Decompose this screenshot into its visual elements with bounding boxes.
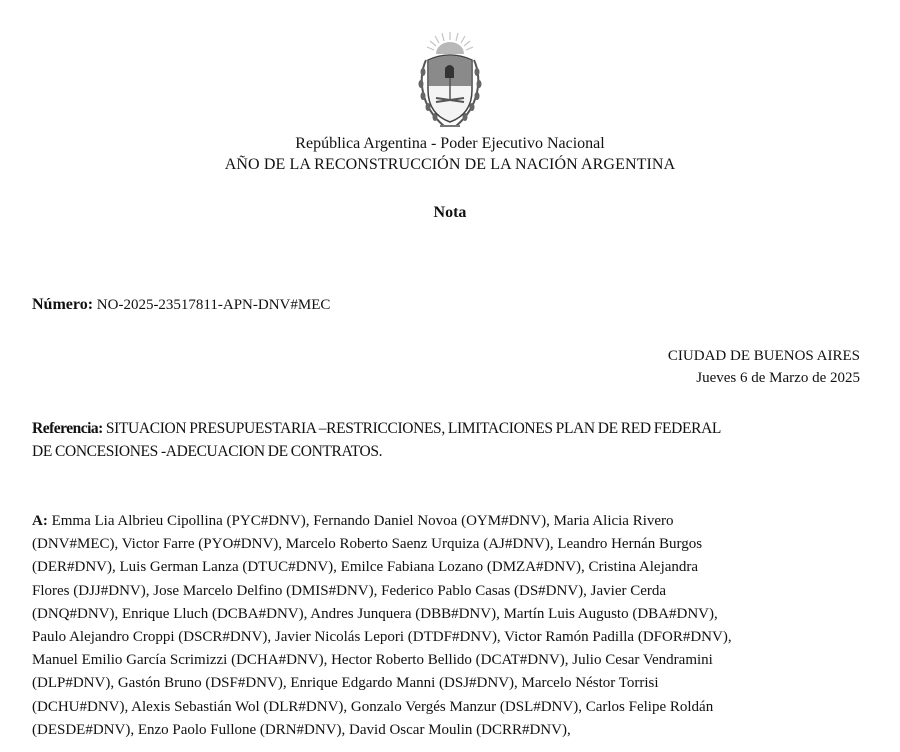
recipients-line: (DLP#DNV), Gastón Bruno (DSF#DNV), Enrique Edgardo Manni (DSJ#DNV), Marcelo Néstor Torrisi: [32, 675, 659, 692]
recipients-label: A:: [32, 513, 48, 529]
shield: [428, 55, 472, 122]
recipients-line: Manuel Emilio García Scrimizzi (DCHA#DNV), Hector Roberto Bellido (DCAT#DNV), Julio Cesar Vendramini: [32, 652, 713, 669]
reference-section: [32, 417, 872, 463]
reference-text: SITUACION PRESUPUESTARIA –RESTRICCIONES, LIMITACIONES PLAN DE RED FEDERAL: [105, 420, 722, 437]
document-type-title: Nota: [433, 204, 467, 221]
recipients-line: Paulo Alejandro Croppi (DSCR#DNV), Javier Nicolás Lepori (DTDF#DNV), Victor Ramón Padilla (DFOR#DNV),: [32, 629, 732, 646]
document-number-value: NO-2025-23517811-APN-DNV#MEC: [96, 297, 331, 313]
recipients-line: (DNV#MEC), Victor Farre (PYO#DNV), Marcelo Roberto Saenz Urquiza (AJ#DNV), Leandro Hernán Burgos: [32, 536, 703, 553]
reference-label: Referencia:: [32, 420, 103, 437]
recipients-line: (DESDE#DNV), Enzo Paolo Fullone (DRN#DNV), David Oscar Moulin (DCRR#DNV),: [32, 721, 571, 738]
reference-line: DE CONCESIONES -ADECUACION DE CONTRATOS.: [32, 443, 383, 460]
recipients-text: Emma Lia Albrieu Cipollina (PYC#DNV), Fernando Daniel Novoa (OYM#DNV), Maria Alicia Rivero: [51, 513, 674, 529]
reference-line: [32, 417, 872, 440]
header-republic: República Argentina - Poder Ejecutivo Nacional: [295, 135, 605, 152]
place: CIUDAD DE BUENOS AIRES: [667, 348, 860, 364]
recipients-line: [32, 510, 882, 533]
recipients-section: [32, 510, 882, 742]
date: Jueves 6 de Marzo de 2025: [696, 370, 860, 386]
document-number-label: Número:: [32, 296, 94, 313]
recipients-line: Flores (DJJ#DNV), Jose Marcelo Delfino (DMIS#DNV), Federico Pablo Casas (DS#DNV), Javier Cerda: [32, 582, 667, 599]
recipients-line: (DER#DNV), Luis German Lanza (DTUC#DNV), Emilce Fabiana Lozano (DMZA#DNV), Cristina Alejandra: [32, 559, 699, 576]
recipients-line: (DCHU#DNV), Alexis Sebastián Wol (DLR#DNV), Gonzalo Vergés Manzur (DSL#DNV), Carlos Felipe Roldán: [32, 698, 714, 715]
document-number: [32, 295, 330, 315]
coat-of-arms-seal: [412, 30, 488, 134]
place-and-date: [668, 345, 860, 389]
header-year-motto: AÑO DE LA RECONSTRUCCIÓN DE LA NACIÓN ARGENTINA: [224, 156, 676, 173]
recipients-line: (DNQ#DNV), Enrique Lluch (DCBA#DNV), Andres Junquera (DBB#DNV), Martín Luis Augusto (DBA#DNV),: [32, 605, 718, 622]
sun-icon: [427, 32, 473, 54]
